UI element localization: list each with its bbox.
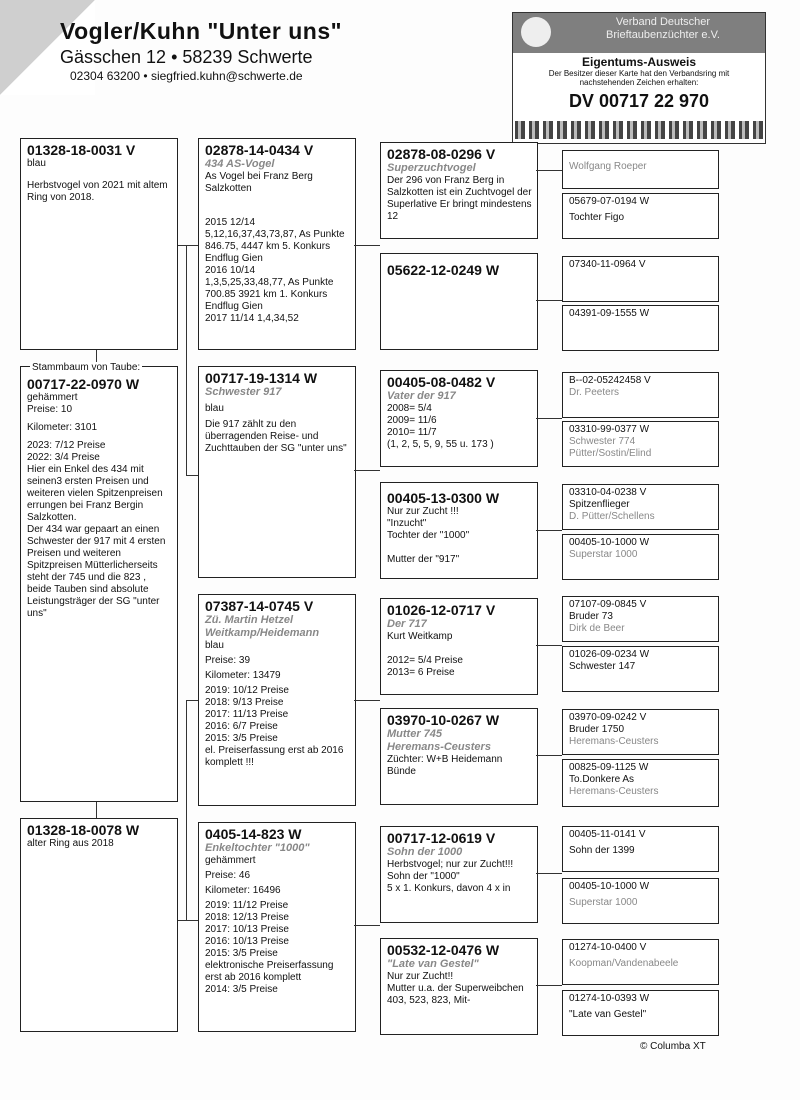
- info-line: Nur zur Zucht!!: [387, 971, 454, 982]
- gen4-line: Pütter/Sostin/Elind: [569, 448, 652, 459]
- gen4-ring: 00405-11-0141 V: [569, 829, 646, 840]
- badge-header: [513, 13, 765, 53]
- father-box: [20, 138, 178, 350]
- ring-number: 02878-08-0296 V: [387, 146, 496, 162]
- info-line: elektronische Preiserfassung erst ab 2016 komplett: [205, 960, 334, 983]
- pigeon-name: Enkeltochter "1000": [205, 842, 310, 854]
- great-grandparent-box: [380, 708, 538, 805]
- info-line: 2015: 3/5 Preise: [205, 948, 278, 959]
- info-line: 2012= 5/4 Preise: [387, 655, 463, 666]
- gen4-line: Schwester 774: [569, 436, 636, 447]
- great-grandparent-box: [380, 826, 538, 923]
- connector-line: [186, 700, 198, 701]
- dove-logo-icon: [521, 17, 551, 47]
- gen4-ring: 01274-10-0393 W: [569, 993, 650, 1004]
- info-line: Herbstvogel; nur zur Zucht!!!: [387, 859, 514, 870]
- gen4-ring: 03310-99-0377 W: [569, 424, 650, 435]
- connector-line: [536, 755, 562, 756]
- gen4-box: [562, 596, 719, 642]
- badge-title: Eigentums-Ausweis: [581, 55, 697, 69]
- connector-line: [536, 170, 562, 171]
- connector-line: [176, 920, 198, 921]
- gen4-box: [562, 878, 719, 924]
- gen4-line: To.Donkere As: [569, 774, 635, 785]
- info-line: 1,3,5,25,33,48,77, As Punkte 700.85 3921 km 1. Konkurs Endflug Gien: [205, 277, 334, 312]
- gen4-ring: 00405-10-1000 W: [569, 881, 650, 892]
- ring-number: 00405-08-0482 V: [387, 374, 496, 390]
- info-line: [387, 643, 533, 655]
- subject-line: Hier ein Enkel des 434 mit seinen3 ersten Preisen und weiteren vielen Spitzenpreisen errungen bei Franz Bergin Salzkotten.: [27, 464, 163, 523]
- subject-line: 2022: 3/4 Preise: [27, 452, 100, 463]
- mother-ring: 01328-18-0078 W: [27, 822, 140, 838]
- gen4-line: Heremans-Ceusters: [569, 786, 659, 797]
- gen4-line: Superstar 1000: [569, 549, 638, 560]
- father-text: Herbstvogel von 2021 mit altem Ring von 2018.: [27, 180, 168, 203]
- ring-number: 07387-14-0745 V: [205, 598, 314, 614]
- info-line: Preise: 46: [205, 870, 251, 881]
- gen4-box: [562, 256, 719, 302]
- owner-contact: 02304 63200 • siegfried.kuhn@schwerte.de: [70, 69, 303, 83]
- gen4-box: [562, 372, 719, 418]
- info-line: As Vogel bei Franz Berg Salzkotten: [205, 171, 313, 194]
- great-grandparent-box: [380, 482, 538, 579]
- gen4-line: Schwester 147: [569, 661, 636, 672]
- gen4-line: Bruder 1750: [569, 724, 625, 735]
- info-line: 2010= 11/7: [387, 427, 437, 438]
- pigeon-color: blau: [205, 640, 224, 651]
- gen4-line: Tochter Figo: [569, 212, 625, 223]
- owner-address: Gässchen 12 • 58239 Schwerte: [60, 47, 313, 67]
- pigeon-name: Vater der 917: [387, 390, 456, 402]
- connector-line: [354, 245, 380, 246]
- gen4-ring: 00405-10-1000 W: [569, 537, 650, 548]
- gen4-box: [562, 484, 719, 530]
- gen4-ring: 01274-10-0400 V: [569, 942, 647, 953]
- info-line: Mutter u.a. der Superweibchen 403, 523, 823, Mit-: [387, 983, 524, 1006]
- info-line: 2017 11/14 1,4,34,52: [205, 313, 299, 324]
- pigeon-name-2: Heremans-Ceusters: [387, 741, 491, 753]
- grandparent-box: [198, 822, 356, 1032]
- connector-line: [186, 700, 187, 920]
- ring-number: 00405-13-0300 W: [387, 490, 500, 506]
- connector-line: [536, 300, 562, 301]
- connector-line: [176, 245, 198, 246]
- info-line: 2015: 3/5 Preise: [205, 733, 278, 744]
- gen4-box: [562, 646, 719, 692]
- mother-text: alter Ring aus 2018: [27, 838, 114, 849]
- info-line: 2017: 10/13 Preise: [205, 924, 289, 935]
- info-line: Die 917 zählt zu den überragenden Reise- und Zuchttauben der SG "unter uns": [205, 419, 347, 454]
- connector-line: [96, 800, 97, 818]
- subject-box: [20, 366, 178, 802]
- info-line: 2019: 11/12 Preise: [205, 900, 289, 911]
- pigeon-name: "Late van Gestel": [387, 958, 479, 970]
- gen4-line: Spitzenflieger: [569, 499, 630, 510]
- gen4-box: [562, 939, 719, 985]
- info-line: Sohn der "1000": [387, 871, 460, 882]
- great-grandparent-box: [380, 938, 538, 1035]
- owner-title: Vogler/Kuhn "Unter uns": [60, 18, 343, 44]
- gen4-line: Dr. Peeters: [569, 387, 620, 398]
- connector-line: [354, 925, 380, 926]
- info-line: 2013= 6 Preise: [387, 667, 455, 678]
- gen4-ring: 07107-09-0845 V: [569, 599, 647, 610]
- ring-number: 00532-12-0476 W: [387, 942, 500, 958]
- gen4-ring: 00825-09-1125 W: [569, 762, 649, 773]
- ring-number: 00717-12-0619 V: [387, 830, 496, 846]
- info-line: 2019: 10/12 Preise: [205, 685, 289, 696]
- gen4-line: Dirk de Beer: [569, 623, 625, 634]
- great-grandparent-box: [380, 598, 538, 695]
- great-grandparent-box: [380, 253, 538, 350]
- gen4-line: D. Pütter/Schellens: [569, 511, 655, 522]
- info-line: Züchter: W+B Heidemann Bünde: [387, 754, 503, 777]
- great-grandparent-box: [380, 370, 538, 467]
- pigeon-name: 434 AS-Vogel: [205, 158, 275, 170]
- info-line: 5 x 1. Konkurs, davon 4 x in: [387, 883, 511, 894]
- info-line: 2018: 9/13 Preise: [205, 697, 284, 708]
- info-line: "Inzucht": [387, 518, 427, 529]
- connector-line: [354, 470, 380, 471]
- info-line: el. Preiserfassung erst ab 2016 komplett !!!: [205, 745, 344, 768]
- gen4-line: Koopman/Vandenabeele: [569, 958, 679, 969]
- badge-number: DV 00717 22 970: [568, 91, 710, 111]
- ring-number: 01026-12-0717 V: [387, 602, 496, 618]
- info-line: Preise: 39: [205, 655, 251, 666]
- gen4-ring: 05679-07-0194 W: [569, 196, 650, 207]
- gen4-box: [562, 759, 719, 807]
- great-grandparent-box: [380, 142, 538, 239]
- info-line: 2016: 10/13 Preise: [205, 936, 289, 947]
- info-line: Mutter der "917": [387, 554, 460, 565]
- gen4-ring: 07340-11-0964 V: [569, 259, 646, 270]
- subject-color: gehämmert: [27, 392, 78, 403]
- connector-line: [536, 985, 562, 986]
- gen4-ring: B--02-05242458 V: [569, 375, 651, 386]
- info-line: 5,12,16,37,43,73,87, As Punkte 846.75, 4447 km 5. Konkurs Endflug Gien: [205, 229, 345, 264]
- connector-line: [536, 873, 562, 874]
- info-line: (1, 2, 5, 5, 9, 55 u. 173 ): [387, 439, 494, 450]
- connector-line: [186, 475, 198, 476]
- ownership-badge: [512, 12, 766, 144]
- connector-line: [536, 530, 562, 531]
- pigeon-name: Zü. Martin Hetzel: [205, 614, 294, 626]
- info-line: 2016: 6/7 Preise: [205, 721, 278, 732]
- gen4-line: "Late van Gestel": [569, 1009, 647, 1020]
- info-line: 2014: 3/5 Preise: [205, 984, 278, 995]
- info-line: Tochter der "1000": [387, 530, 470, 541]
- grandparent-box: [198, 594, 356, 806]
- gen4-box: [562, 150, 719, 189]
- subject-ring: 00717-22-0970 W: [27, 376, 140, 392]
- info-line: 2008= 5/4: [387, 403, 432, 414]
- father-color: blau: [27, 158, 46, 169]
- gen4-line: Wolfgang Roeper: [569, 161, 647, 172]
- connector-line: [536, 418, 562, 419]
- subject-line: Der 434 war gepaart an einen Schwester der 917 mit 4 ersten Preisen und weiteren Spitzpreisen Mütterlicherseits steht der 745 und die 823 , beide Tauben sind absolute Leistungsträger der SG "unter uns": [27, 524, 166, 619]
- badge-pattern: [515, 121, 763, 139]
- gen4-line: Heremans-Ceusters: [569, 736, 659, 747]
- info-line: Kilometer: 16496: [205, 885, 281, 896]
- pigeon-name: Mutter 745: [387, 728, 443, 740]
- pigeon-name: Superzuchtvogel: [387, 162, 476, 174]
- father-ring: 01328-18-0031 V: [27, 142, 136, 158]
- ring-number: 00717-19-1314 W: [205, 370, 318, 386]
- info-line: [205, 195, 351, 207]
- footer-credit: © Columba XT: [640, 1041, 706, 1052]
- gen4-box: [562, 534, 719, 580]
- pigeon-color: blau: [205, 403, 224, 414]
- ring-number: 0405-14-823 W: [205, 826, 302, 842]
- pigeon-name-2: Weitkamp/Heidemann: [205, 627, 320, 639]
- gen4-box: [562, 990, 719, 1036]
- gen4-line: Sohn der 1399: [569, 845, 635, 856]
- info-line: Kilometer: 13479: [205, 670, 281, 681]
- info-line: 2015 12/14: [205, 217, 256, 228]
- badge-subtitle: Der Besitzer dieser Karte hat den Verbandsring mit nachstehenden Zeichen erhalten:: [548, 69, 730, 87]
- grandparent-box: [198, 138, 356, 350]
- subject-line: Preise: 10: [27, 404, 73, 415]
- gen4-box: [562, 709, 719, 755]
- gen4-box: [562, 421, 719, 467]
- pigeon-name: Sohn der 1000: [387, 846, 463, 858]
- info-line: 2009= 11/6: [387, 415, 437, 426]
- gen4-box: [562, 305, 719, 351]
- ring-number: 03970-10-0267 W: [387, 712, 500, 728]
- info-line: 2018: 12/13 Preise: [205, 912, 289, 923]
- connector-line: [186, 245, 187, 475]
- info-line: Nur zur Zucht !!!: [387, 506, 459, 517]
- gen4-ring: 01026-09-0234 W: [569, 649, 650, 660]
- gen4-box: [562, 826, 719, 872]
- gen4-ring: 03310-04-0238 V: [569, 487, 647, 498]
- info-line: [387, 542, 533, 554]
- badge-org: Verband Deutscher Brieftaubenzüchter e.V.: [606, 16, 720, 41]
- info-line: 2016 10/14: [205, 265, 256, 276]
- gen4-line: Superstar 1000: [569, 897, 638, 908]
- gen4-ring: 03970-09-0242 V: [569, 712, 647, 723]
- info-line: 2017: 11/13 Preise: [205, 709, 289, 720]
- connector-line: [354, 700, 380, 701]
- gen4-box: [562, 193, 719, 239]
- connector-line: [536, 645, 562, 646]
- gen4-line: Bruder 73: [569, 611, 613, 622]
- pedigree-legend: Stammbaum von Taube:: [32, 362, 141, 373]
- info-line: Kurt Weitkamp: [387, 631, 453, 642]
- info-line: Der 296 von Franz Berg in Salzkotten ist ein Zuchtvogel der Superlative Er bringt mindestens 12: [387, 175, 532, 222]
- pigeon-name: Der 717: [387, 618, 427, 630]
- mother-box: [20, 818, 178, 1032]
- subject-line: 2023: 7/12 Preise: [27, 440, 106, 451]
- gen4-ring: 04391-09-1555 W: [569, 308, 650, 319]
- pigeon-color: gehämmert: [205, 855, 256, 866]
- grandparent-box: [198, 366, 356, 578]
- pigeon-name: Schwester 917: [205, 386, 282, 398]
- subject-line: Kilometer: 3101: [27, 422, 98, 433]
- ring-number: 05622-12-0249 W: [387, 262, 500, 278]
- ring-number: 02878-14-0434 V: [205, 142, 314, 158]
